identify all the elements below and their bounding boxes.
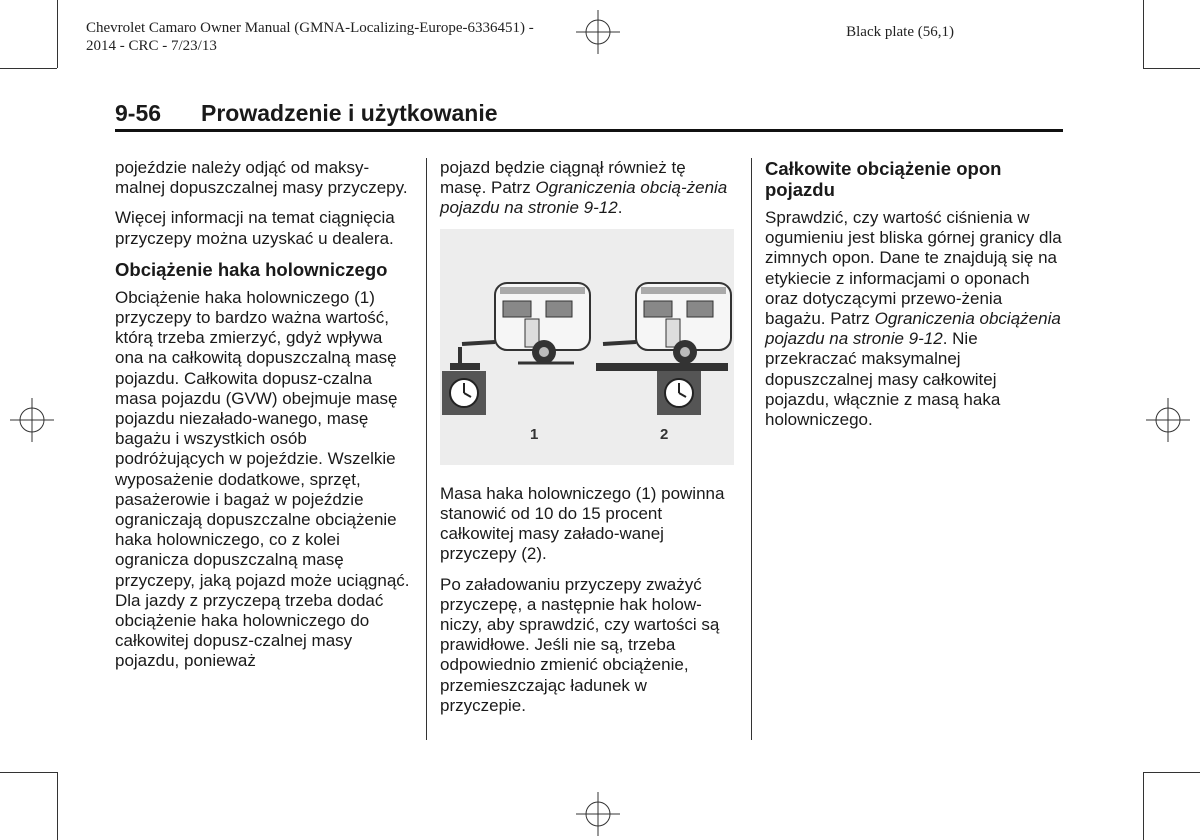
crop-mark: [1143, 772, 1200, 773]
paragraph: Po załadowaniu przyczepy zważyć przyczepę, a następnie hak holow-niczy, aby sprawdzić, czy wartości są prawidłowe. Jeśli nie są, trzeba odpowiednio zmienić obciążenie, przemieszczając ładunek w przyczepie.: [440, 574, 720, 715]
cross-reference: Ograniczenia obciążenia pojazdu na stronie 9-12: [765, 309, 1061, 349]
crop-mark: [0, 68, 57, 69]
registration-mark-right: [1146, 398, 1190, 442]
page-title: Prowadzenie i użytkowanie: [201, 100, 498, 126]
plate-label: Black plate (56,1): [846, 24, 954, 40]
paragraph: Obciążenie haka holowniczego (1) przyczepy to bardzo ważna wartość, którą trzeba zmierzyć, gdyż wpływa ona na całkowitą dopuszczalną masę pojazdu. Całkowita dopusz-czalna masa pojazdu (GVW) obejmuje masę pojazdu niezałado-wanego, masę bagażu i wszystkich osób podróżujących w pojeździe. Wszelkie wyposażenie dodatkowe, sprzęt, pasażerowie i bagaż w pojeździe ograniczają dopuszczalne obciążenie haka holowniczego, co z kolei ogranicza dopuszczalną masę przyczepy, jaką pojazd może uciągnąć. Dla jazdy z przyczepą trzeba dodać obciążenie haka holowniczego do całkowitej dopusz-czalnej masy pojazdu, ponieważ: [115, 287, 410, 671]
trailer-weighing-figure: [440, 229, 732, 470]
crop-mark: [1143, 68, 1200, 69]
column-left: [115, 158, 415, 682]
crop-mark: [0, 772, 57, 773]
crop-mark: [1143, 0, 1144, 68]
registration-mark-bottom: [576, 792, 620, 836]
crop-mark: [57, 0, 58, 68]
column-middle: [440, 158, 732, 726]
page-heading: [115, 100, 1063, 132]
paragraph: [440, 158, 732, 219]
section-heading-total-tire-load: Całkowite obciążenie opon pojazdu: [765, 158, 1002, 200]
paragraph: Masa haka holowniczego (1) powinna stanowić od 10 do 15 procent całkowitej masy załado-wanej przyczepy (2).: [440, 483, 725, 564]
print-header-line-2: 2014 - CRC - 7/23/13: [86, 38, 217, 54]
paragraph: Więcej informacji na temat ciągnięcia przyczepy można uzyskać u dealera.: [115, 208, 395, 248]
paragraph: pojeździe należy odjąć od maksy-malnej dopuszczalnej masy przyczepy.: [115, 158, 408, 198]
text: pojazd będzie ciągnął również tę masę. Patrz: [440, 158, 686, 198]
text: .: [617, 198, 623, 218]
cross-reference: Ograniczenia obcią-żenia pojazdu na stronie 9-12: [440, 178, 728, 218]
paragraph: [765, 208, 1063, 430]
column-right: [765, 158, 1063, 440]
text: . Nie przekraczać maksymalnej dopuszczalnej masy całkowitej pojazdu, włącznie z masą haka holowniczego.: [765, 329, 1001, 430]
section-heading-tongue-weight: Obciążenie haka holowniczego: [115, 258, 388, 280]
crop-mark: [57, 772, 58, 840]
registration-mark-left: [10, 398, 54, 442]
registration-mark-top: [576, 10, 620, 54]
figure-label-2: 2: [660, 425, 669, 443]
print-header: [86, 19, 534, 55]
crop-mark: [1143, 772, 1144, 840]
figure-label-1: 1: [530, 425, 539, 443]
trailer-weighing-illustration: [440, 229, 734, 465]
print-header-line-1: Chevrolet Camaro Owner Manual (GMNA-Localizing-Europe-6336451) -: [86, 20, 534, 36]
column-divider: [751, 158, 752, 740]
column-divider: [426, 158, 427, 740]
page-number: 9-56: [115, 100, 162, 126]
text: Sprawdzić, czy wartość ciśnienia w ogumieniu jest bliska górnej granicy dla zimnych opon. Dane te znajdują się na etykiecie z informacjami o oponach oraz dotyczącymi przewo-żenia bagażu. Patrz: [765, 208, 1062, 329]
